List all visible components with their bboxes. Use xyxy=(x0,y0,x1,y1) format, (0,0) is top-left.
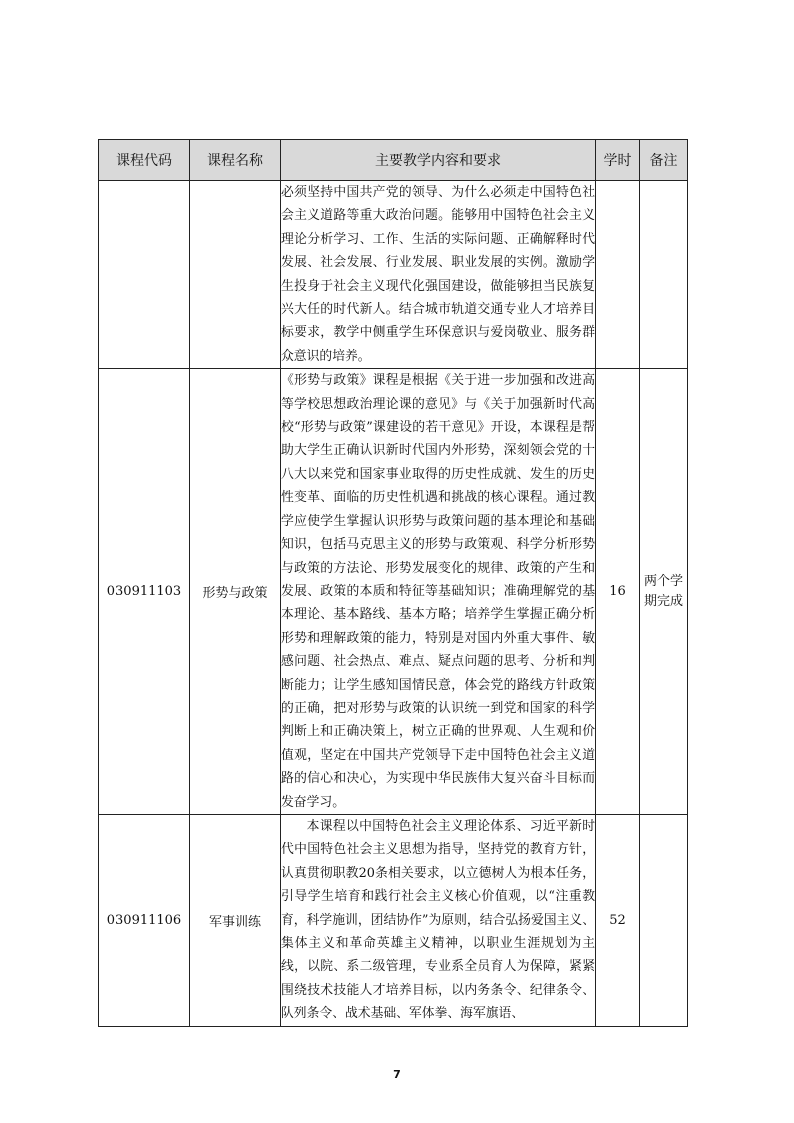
course-content xyxy=(281,181,596,369)
course-note: 两个学期完成 xyxy=(640,369,688,815)
table-row xyxy=(99,181,688,369)
table-row xyxy=(99,369,688,815)
header-course-code: 课程代码 xyxy=(99,140,190,181)
course-table xyxy=(98,139,688,1027)
course-hours: 16 xyxy=(596,369,640,815)
course-note xyxy=(640,814,688,1026)
table-row xyxy=(99,814,688,1026)
course-hours: 52 xyxy=(596,814,640,1026)
course-hours xyxy=(596,181,640,369)
table-header-row xyxy=(99,140,688,181)
header-note: 备注 xyxy=(640,140,688,181)
course-name: 军事训练 xyxy=(190,814,281,1026)
course-code: 030911103 xyxy=(99,369,190,815)
content-text: 必须坚持中国共产党的领导、为什么必须走中国特色社会主义道路等重大政治问题。能够用中国特色社会主义理论分析学习、工作、生活的实际问题、正确解释时代发展、社会发展、行业发展、职业发展的实例。激励学生投身于社会主义现代化强国建设，做能够担当民族复兴大任的时代新人。结合城市轨道交通专业人才培养目标要求，教学中侧重学生环保意识与爱岗敬业、服务群众意识的培养。 xyxy=(281,185,595,364)
course-content xyxy=(281,814,596,1026)
course-note xyxy=(640,181,688,369)
page-number: 7 xyxy=(393,1068,401,1081)
content-text: 《形势与政策》课程是根据《关于进一步加强和改进高等学校思想政治理论课的意见》与《关于加强新时代高校“形势与政策”课建设的若干意见》开设，本课程是帮助大学生正确认识新时代国内外形势，深刻领会党的十八大以来党和国家事业取得的历史性成就、发生的历史性变革、面临的历史性机遇和挑战的核心课程。通过教学应使学生掌握认识形势与政策问题的基本理论和基础知识，包括马克思主义的形势与政策观、科学分析形势与政策的方法论、形势发展变化的规律、政策的产生和发展、政策的本质和特征等基础知识；准确理解党的基本理论、基本路线、基本方略；培养学生掌握正确分析形势和理解政策的能力，特别是对国内外重大事件、敏感问题、社会热点、难点、疑点问题的思考、分析和判断能力；让学生感知国情民意，体会党的路线方针政策的正确，把对形势与政策的认识统一到党和国家的科学判断上和正确决策上，树立正确的世界观、人生观和价值观，坚定在中国共产党领导下走中国特色社会主义道路的信心和决心，为实现中华民族伟大复兴奋斗目标而发奋学习。 xyxy=(281,373,595,810)
course-code: 030911106 xyxy=(99,814,190,1026)
header-course-name: 课程名称 xyxy=(190,140,281,181)
course-name: 形势与政策 xyxy=(190,369,281,815)
header-content: 主要教学内容和要求 xyxy=(281,140,596,181)
course-name xyxy=(190,181,281,369)
header-hours: 学时 xyxy=(596,140,640,181)
course-content xyxy=(281,369,596,815)
content-text: 本课程以中国特色社会主义理论体系、习近平新时代中国特色社会主义思想为指导，坚持党的教育方针，认真贯彻职教20条相关要求，以立德树人为根本任务，引导学生培育和践行社会主义核心价值观，以“注重教育，科学施训，团结协作”为原则，结合弘扬爱国主义、集体主义和革命英雄主义精神，以职业生涯规划为主线，以院、系二级管理，专业系全员育人为保障，紧紧围绕技术技能人才培养目标，以内务条令、纪律条令、队列条令、战术基础、军体拳、海军旗语、 xyxy=(281,818,595,1022)
course-code xyxy=(99,181,190,369)
